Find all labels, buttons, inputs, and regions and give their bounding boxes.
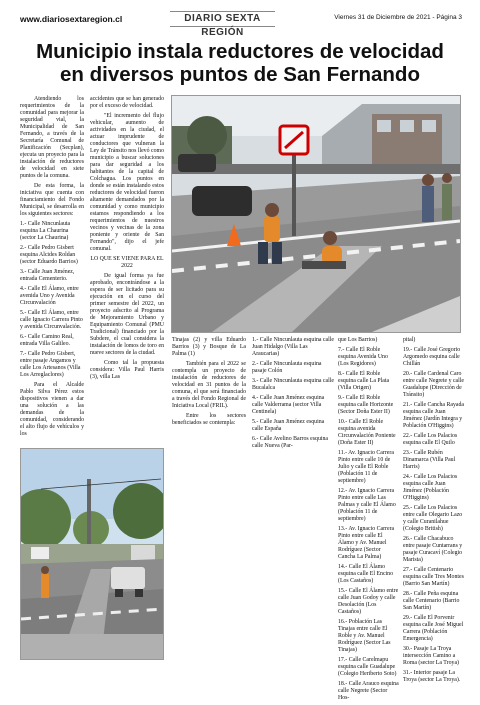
list-item: 26.- Calle Chacabuco entre pasaje Cuntarrans y pasaje Curacaví (Colegio Marista) (403, 536, 463, 563)
list-item: 25.- Calle Los Palacios entre calle Olegario Lazo y calle Curanilahue (Colegio British) (403, 505, 463, 532)
paragraph: "El incremento del flujo vehicular, aumento de actividades en la ciudad, el actuar imprudente de conductores que vulneran la Ley de Tránsito nos llevó como municipio a buscar soluciones para dar seguridad a los habitantes de la capital de Colchagua. Los puntos en donde se están instalando estos reductores de velocidad fueron altamente demandados por la comunidad y como municipio estamos respondiendo a los requerimientos de nuestros vecinos y vecinas de la zona poniente y oriente de San Fernando", dijo el jefe comunal. (90, 113, 164, 252)
list-item: 5.- Calle El Álamo, entre calle Ignacio Carrera Pinto y avenida Circunvalación. (20, 310, 83, 330)
list-item: 3.- Calle Juan Jiménez, entrada Cementerio. (20, 269, 75, 282)
list-item: 24.- Calle Los Palacios esquina calle Juan Jiménez (Población O'Higgins) (403, 474, 458, 501)
article-column-5 (338, 337, 399, 705)
list-item: 19.- Calle José Gregorio Argomedo esquina calle Chillán (403, 347, 461, 367)
list-item: 1.- Calle Nincunlauta esquina calle Juan Hidalgo (Villa Las Araucarias) (252, 337, 334, 357)
list-item: 5.- Calle Juan Jiménez esquina calle España (252, 419, 325, 432)
list-item: 22.- Calle Los Palacios esquina calle El Quilo (403, 433, 458, 446)
list-item: 8.- Calle El Roble esquina calle La Plata (Villa Origen) (338, 371, 390, 391)
newspaper-name: DIARIO SEXTA REGIÓN (170, 11, 275, 27)
list-item: 21.- Calle Cancha Rayada esquina calle Juan Jiménez (Jardín Integra y Población O'Higgins) (403, 402, 465, 429)
paragraph: Tinajas (2) y villa Eduardo Barrios (3) y Bosque de La Palma (1) (172, 337, 246, 357)
paragraph: De igual forma ya fue aprobado, encontrándose a la espera de ser licitado para su ejecución en el curso del primer semestre del 2022, un proyecto adscrito al Programa de Mejoramiento Urbano y Equipamiento Comunal (PMU Tradicional) financiado por la Subdere, el cual considera la instalación de lomos de toro en nueve sectores de la ciudad. (90, 273, 164, 356)
list-item: 31.- Interior pasaje La Troya (sector La Troya). (403, 670, 461, 683)
article-column-4 (252, 337, 334, 453)
subheading: LO QUE SE VIENE PARA EL 2022 (90, 256, 164, 269)
list-item: 18.- Calle Arauco esquina calle Negrete (Sector Hos- (338, 681, 399, 701)
photo-illustration (21, 449, 163, 659)
list-item: 7.- Calle Pedro Gisbert, entre pasaje Angamos y calle Los Artesanos (Villa Los Arreglaclores) (20, 351, 81, 378)
article-column-2 (90, 96, 164, 384)
paragraph: accidentes que se han generado por el exceso de velocidad. (90, 96, 164, 109)
list-item: 30.- Pasaje La Troya intersección Camino a Roma (sector La Troya) (403, 646, 459, 666)
list-item: 17.- Calle Carelmapu esquina calle Guadalupe (Colegio Heriberto Soto) (338, 657, 397, 677)
list-item: pital) (403, 337, 416, 343)
list-item: 15.- Calle El Álamo entre calle Juan Godoy y calle Desolación (Los Castaños) (338, 588, 399, 615)
list-item: 29.- Calle El Porvenir esquina calle José Miguel Carrera (Población Emergencia) (403, 615, 464, 642)
page-header (0, 0, 480, 38)
article-column-3 (172, 337, 246, 430)
list-item: 4.- Calle El Álamo, entre avenida Uno y Avenida Circunvalación (20, 286, 79, 306)
list-item: 7.- Calle El Roble esquina Avenida Uno (Los Regidores) (338, 347, 388, 367)
road-workers-photo (171, 95, 461, 333)
site-url[interactable]: www.diariosextaregion.cl (20, 14, 123, 24)
article-column-6 (403, 337, 464, 687)
headline (18, 40, 462, 86)
street-construction-photo (20, 448, 164, 660)
list-item: 16.- Población Las Tinajas entre calle El Roble y Av. Manuel Rodríguez (Sector Las Tinajas) (338, 619, 391, 653)
paragraph: También para el 2022 se contempla un proyecto de instalación de reductores de velocidad en 31 puntos de la comuna, el que será financiado a través del Fondo Regional de Iniciativa Local (FRIL). (172, 361, 246, 409)
paragraph: Como tal la propuesta considera: Villa Paul Harris (3), villa Las (90, 360, 164, 380)
list-item: 6.- Calle Avelino Barros esquina calle Nueva (Par- (252, 436, 329, 449)
list-item: que Los Barrios) (338, 337, 378, 343)
list-item: 1.- Calle Nincunlauta esquina La Chaurina (sector La Chaurina) (20, 221, 71, 241)
headline-line-2: en diversos puntos de San Fernando (60, 63, 420, 86)
list-item: 6.- Calle Camino Real, entrada Villa Galileo. (20, 334, 74, 347)
list-item: 2.- Calle Nincunlauta esquina pasaje Colón (252, 361, 322, 374)
list-item: 11.- Av. Ignacio Carrera Pinto entre calle 10 de Julio y calle El Roble (Población 11 de septiembre) (338, 450, 394, 484)
list-item: 10.- Calle El Roble esquina avenida Circunvalación Poniente (Doña Ester II) (338, 419, 396, 446)
headline-line-1: Municipio instala reductores de velocidad (36, 40, 444, 63)
list-item: 20.- Calle Cardenal Caro entre calle Negrete y calle Guadalupe (Dirección de Tránsito) (403, 371, 464, 398)
list-item: 23.- Calle Rubén Dinamarca (Villa Paul Harris) (403, 450, 456, 470)
photo-illustration (172, 96, 460, 332)
list-item: 9.- Calle El Roble esquina calle Horizonte (Sector Doña Ester II) (338, 395, 394, 415)
paragraph: De esta forma, la iniciativa que cuenta con financiamiento del Fondo Municipal, se desarrolla en los siguientes sectores: (20, 183, 84, 217)
paragraph: Atendiendo los requerimientos de la comunidad para mejorar la seguridad vial, la Municipalidad de San Fernando, a través de la Secretaría Comunal de Planificación (Secplan), ejecuta un proyecto para la instalación de reductores de velocidad en siete puntos de la comuna. (20, 96, 84, 179)
list-item: 28.- Calle Peña esquina calle Centenario (Barrio San Martín) (403, 591, 460, 611)
paragraph: Para el Alcalde Pablo Silva Pérez estos dispositivos vienen a dar una solución a las demandas de la comunidad, considerando el alto flujo de vehículos y los (20, 382, 84, 437)
issue-date: Viernes 31 de Diciembre de 2021 - Página 3 (334, 14, 462, 21)
list-item: 2.- Calle Pedro Gisbert esquina Alcides Roldan (sector Eduardo Barrios) (20, 245, 78, 265)
list-item: 12.- Av. Ignacio Carrera Pinto entre calle Las Palmas y calle El Álamo (Población 11 de septiembre) (338, 488, 396, 522)
list-item: 14.- Calle El Álamo esquina calle El Encino (Los Castaños) (338, 564, 394, 584)
list-item: 4.- Calle Juan Jiménez esquina calle Valderrama (sector Villa Centinela) (252, 395, 325, 415)
list-item: 3.- Calle Nincunlauta esquina calle Bucalalca (252, 378, 334, 391)
paragraph: Entre los sectores beneficiados se contempla: (172, 413, 246, 426)
list-item: 27.- Calle Centenario esquina calle Tres Montes (Barrio San Martín) (403, 567, 464, 587)
article-column-1 (20, 96, 84, 441)
list-item: 13.- Av. Ignacio Carrera Pinto entre calle El Álamo y Av. Manuel Rodríguez (Sector Cancha La Palma) (338, 526, 395, 560)
